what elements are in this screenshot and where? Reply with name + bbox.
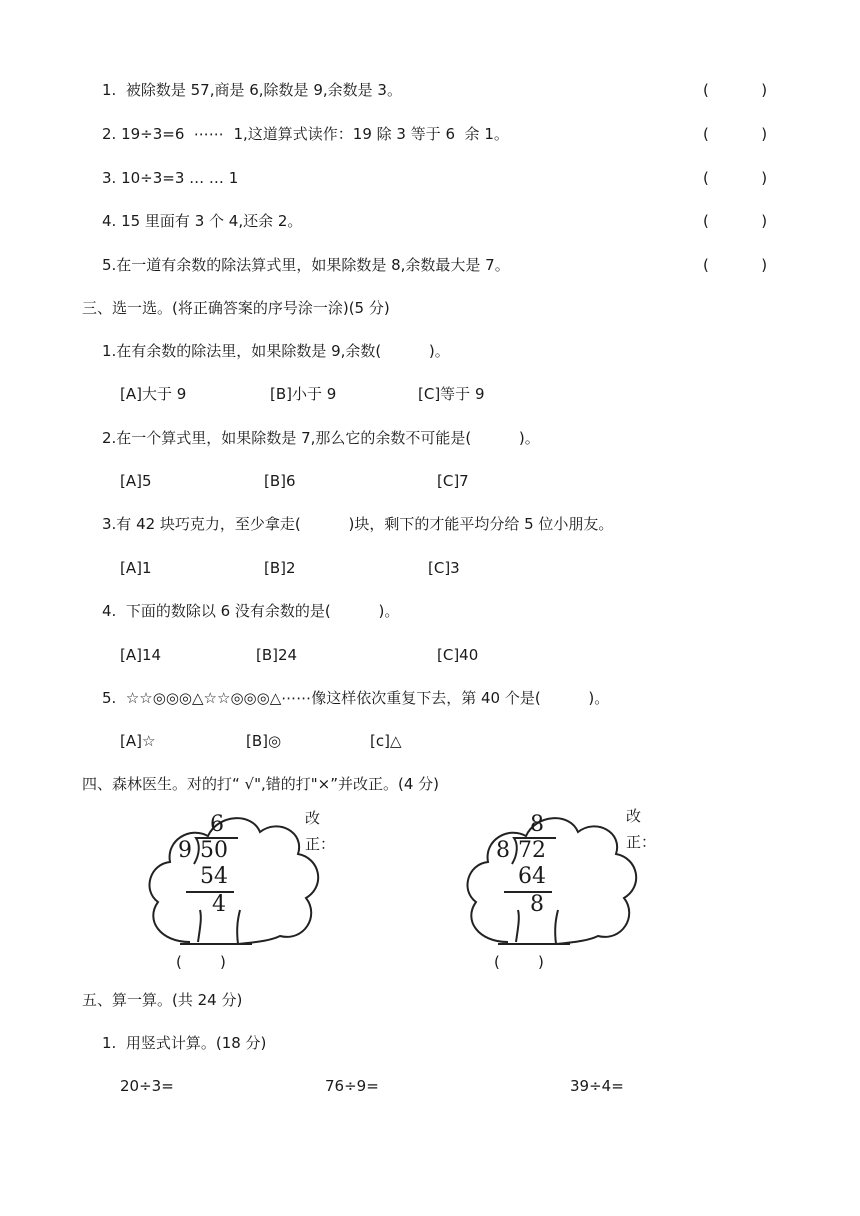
judge-blank-1[interactable]: ( ) — [703, 81, 768, 99]
tree2-remainder: 8 — [530, 892, 544, 917]
choice-q3-option-b[interactable]: [B]2 — [264, 559, 296, 577]
judge-item-4: 4. 15 里面有 3 个 4,还余 2。 — [102, 212, 303, 230]
choice-q3-option-c[interactable]: [C]3 — [428, 559, 460, 577]
tree2-divisor: 8 — [496, 838, 510, 863]
tree1-correction-label-2: 正： — [305, 835, 336, 853]
choice-q5-option-c[interactable]: [c]△ — [370, 732, 402, 750]
calc-problem-3: 39÷4= — [570, 1077, 624, 1095]
choice-q5-stem: 5. ☆☆◎◎◎△☆☆◎◎◎△⋯⋯像这样依次重复下去，第 40 个是( )。 — [102, 689, 610, 707]
subtraction-line — [186, 890, 236, 894]
section5-heading: 五、算一算。(共 24 分) — [82, 991, 243, 1009]
choice-q2-option-a[interactable]: [A]5 — [120, 472, 152, 490]
judge-item-3: 3. 10÷3=3 … … 1 — [102, 169, 239, 187]
choice-q1-option-b[interactable]: [B]小于 9 — [270, 385, 337, 403]
tree-division-2 — [458, 802, 678, 982]
subtraction-line — [504, 890, 554, 894]
choice-q1-option-a[interactable]: [A]大于 9 — [120, 385, 187, 403]
calc-problem-1: 20÷3= — [120, 1077, 174, 1095]
tree1-correction-label: 改 — [305, 809, 321, 827]
tree1-dividend: 50 — [200, 838, 228, 863]
tree1-remainder: 4 — [212, 892, 226, 917]
tree1-quotient: 6 — [210, 812, 224, 837]
section3-heading: 三、选一选。(将正确答案的序号涂一涂)(5 分) — [82, 299, 390, 317]
choice-q3-option-a[interactable]: [A]1 — [120, 559, 152, 577]
tree2-answer-blank[interactable]: ( ) — [494, 953, 544, 971]
judge-item-2: 2. 19÷3=6 ⋯⋯ 1,这道算式读作：19 除 3 等于 6 余 1。 — [102, 125, 509, 143]
choice-q4-stem: 4. 下面的数除以 6 没有余数的是( )。 — [102, 602, 400, 620]
choice-q2-stem: 2.在一个算式里，如果除数是 7,那么它的余数不可能是( )。 — [102, 429, 540, 447]
choice-q5-option-b[interactable]: [B]◎ — [246, 732, 282, 750]
choice-q5-option-a[interactable]: [A]☆ — [120, 732, 156, 750]
choice-q4-option-c[interactable]: [C]40 — [437, 646, 479, 664]
calc-problem-2: 76÷9= — [325, 1077, 379, 1095]
tree2-quotient: 8 — [530, 812, 544, 837]
judge-blank-4[interactable]: ( ) — [703, 212, 768, 230]
tree1-product: 54 — [200, 864, 228, 889]
choice-q1-stem: 1.在有余数的除法里，如果除数是 9,余数( )。 — [102, 342, 450, 360]
tree-outline-icon — [140, 802, 360, 982]
judge-blank-2[interactable]: ( ) — [703, 125, 768, 143]
judge-item-1: 1. 被除数是 57,商是 6,除数是 9,余数是 3。 — [102, 81, 402, 99]
tree2-correction-label: 改 — [626, 807, 642, 825]
tree-division-1 — [140, 802, 360, 982]
tree1-answer-blank[interactable]: ( ) — [176, 953, 226, 971]
section4-heading: 四、森林医生。对的打“ √",错的打"×”并改正。(4 分) — [82, 775, 440, 793]
choice-q3-stem: 3.有 42 块巧克力，至少拿走( )块，剩下的才能平均分给 5 位小朋友。 — [102, 515, 614, 533]
section5-subheading: 1. 用竖式计算。(18 分) — [102, 1034, 267, 1052]
choice-q4-option-b[interactable]: [B]24 — [256, 646, 298, 664]
tree2-product: 64 — [518, 864, 546, 889]
choice-q4-option-a[interactable]: [A]14 — [120, 646, 162, 664]
choice-q1-option-c[interactable]: [C]等于 9 — [418, 385, 485, 403]
tree-outline-icon — [458, 802, 678, 982]
judge-blank-3[interactable]: ( ) — [703, 169, 768, 187]
tree1-divisor: 9 — [178, 838, 192, 863]
tree2-correction-label-2: 正： — [626, 833, 657, 851]
judge-item-5: 5.在一道有余数的除法算式里，如果除数是 8,余数最大是 7。 — [102, 256, 510, 274]
choice-q2-option-c[interactable]: [C]7 — [437, 472, 469, 490]
judge-blank-5[interactable]: ( ) — [703, 256, 768, 274]
tree2-dividend: 72 — [518, 838, 546, 863]
choice-q2-option-b[interactable]: [B]6 — [264, 472, 296, 490]
